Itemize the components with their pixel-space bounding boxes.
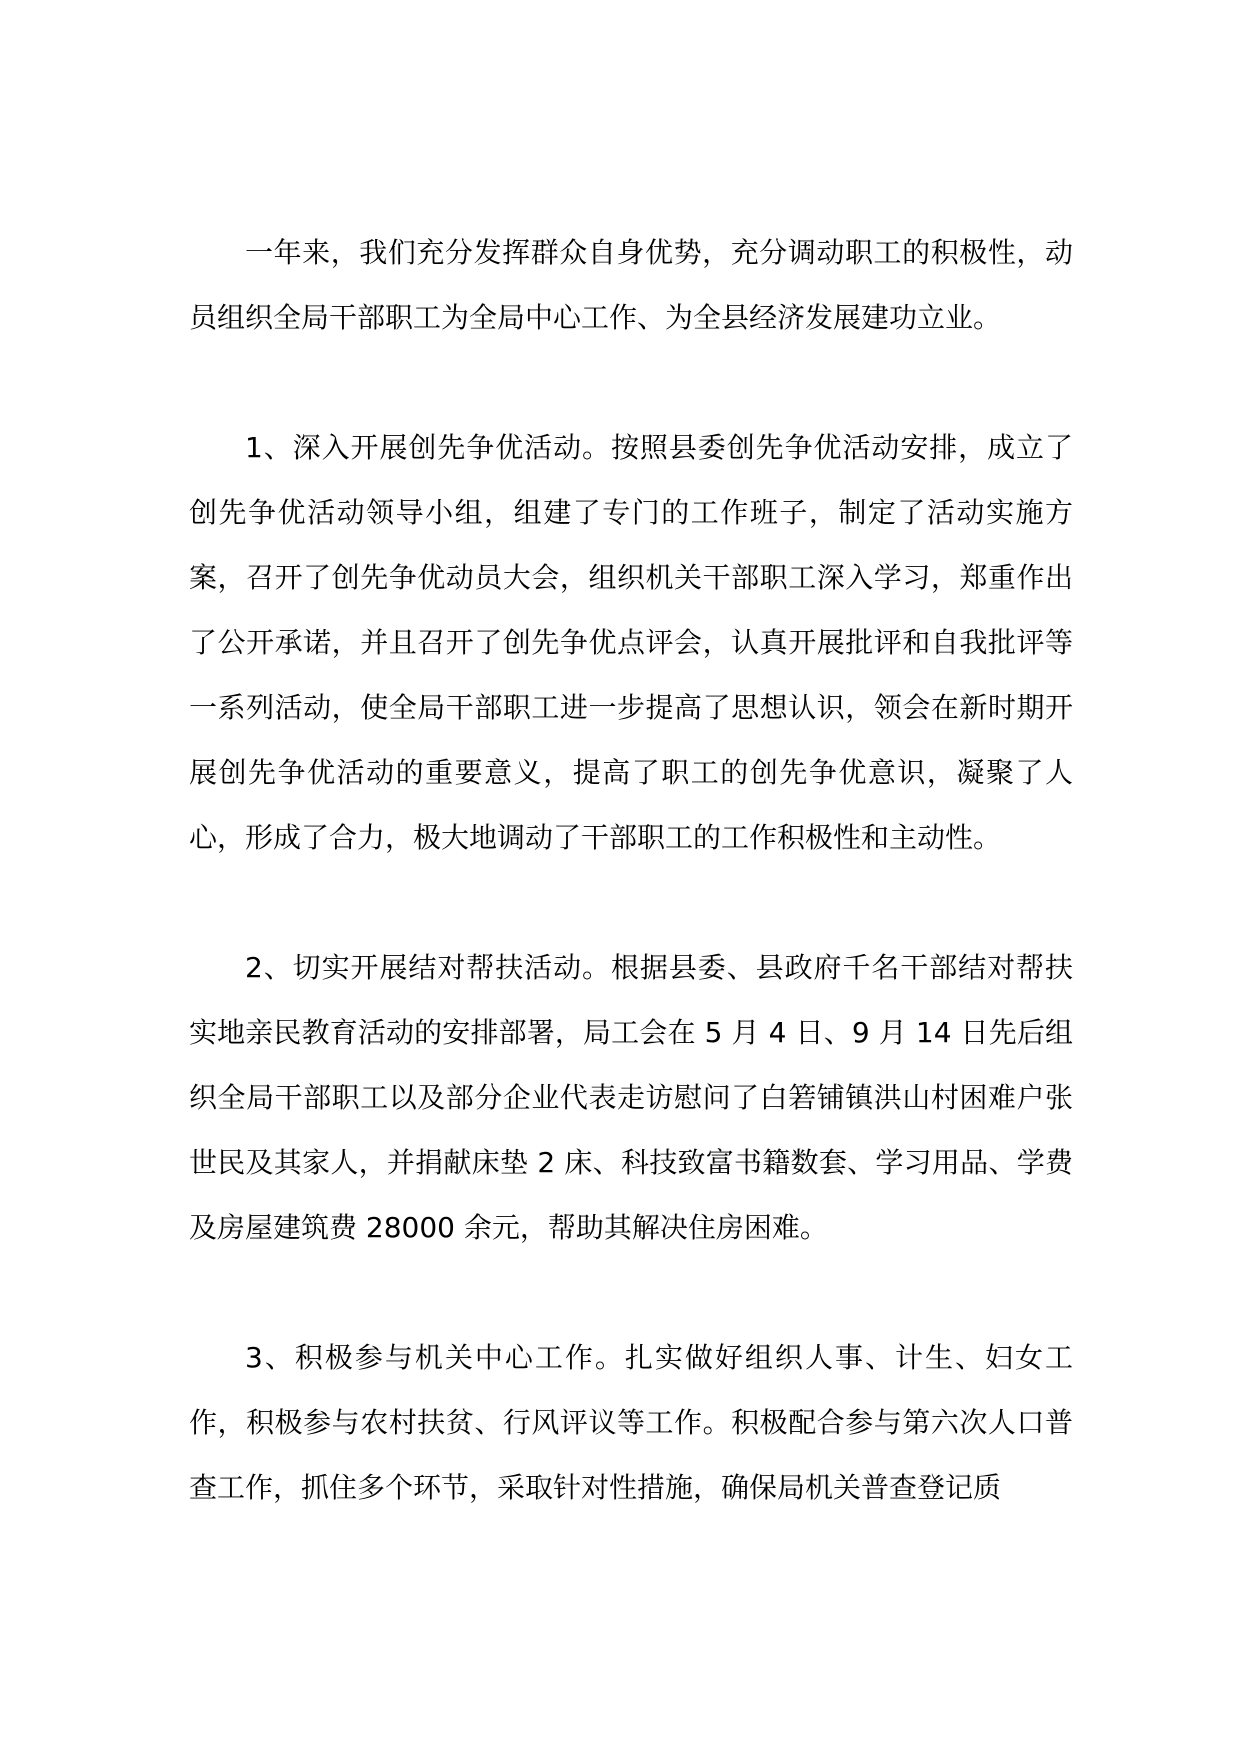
paragraph-intro: 一年来，我们充分发挥群众自身优势，充分调动职工的积极性，动员组织全局干部职工为全局中心工作、为全县经济发展建功立业。: [189, 236, 1073, 334]
paragraph-item-1: 1、深入开展创先争优活动。按照县委创先争优活动安排，成立了创先争优活动领导小组，组建了专门的工作班子，制定了活动实施方案，召开了创先争优动员大会，组织机关干部职工深入学习，郑重作出了公开承诺，并且召开了创先争优点评会，认真开展批评和自我批评等一系列活动，使全局干部职工进一步提高了思想认识，领会在新时期开展创先争优活动的重要意义，提高了职工的创先争优意识，凝聚了人心，形成了合力，极大地调动了干部职工的工作积极性和主动性。: [189, 431, 1073, 854]
document-body: [189, 220, 1073, 1520]
paragraph-item-3: 3、积极参与机关中心工作。扎实做好组织人事、计生、妇女工作，积极参与农村扶贫、行风评议等工作。积极配合参与第六次人口普查工作，抓住多个环节，采取针对性措施，确保局机关普查登记质: [189, 1341, 1073, 1504]
paragraph-item-2: 2、切实开展结对帮扶活动。根据县委、县政府千名干部结对帮扶实地亲民教育活动的安排部署，局工会在 5 月 4 日、9 月 14 日先后组织全局干部职工以及部分企业代表走访慰问了白箬铺镇洪山村困难户张世民及其家人，并捐献床垫 2 床、科技致富书籍数套、学习用品、学费及房屋建筑费 28000 余元，帮助其解决住房困难。: [189, 951, 1073, 1244]
